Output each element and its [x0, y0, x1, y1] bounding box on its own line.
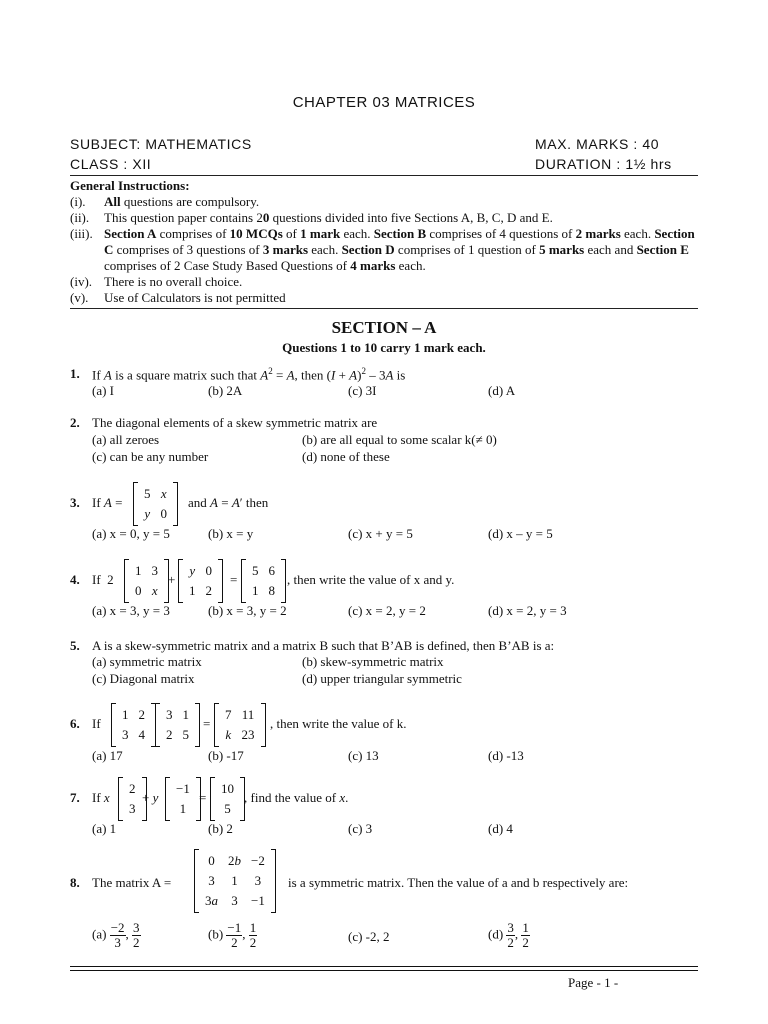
- option-a: (a) x = 3, y = 3: [92, 603, 170, 618]
- matrix-3x3: 0 2b −2 3 1 3 3a 3 −1: [194, 849, 276, 913]
- option-a: (a) all zeroes: [92, 432, 160, 447]
- duration-label: DURATION : 1½ hrs: [535, 156, 672, 172]
- instruction-number: (v).: [70, 290, 89, 305]
- question-text: The diagonal elements of a skew symmetric matrix are: [92, 415, 378, 430]
- question-text: A is a skew-symmetric matrix and a matrix B such that B’AB is defined, then B’AB is a:: [92, 638, 555, 653]
- instruction-text: Section A comprises of 10 MCQs of 1 mark each. Section B comprises of 4 questions of 2 marks each. Section C comprises of 3 questions of 3 marks each. Section D comprises of 1 question of 5 marks each and Section E comprises of 2 Case Study Based Questions of 4 marks each.: [104, 226, 695, 273]
- matrix-2: y 0 1 2: [178, 559, 223, 603]
- question-prefix: If 2: [92, 572, 114, 587]
- option-b: (b) skew-symmetric matrix: [302, 654, 444, 669]
- question-suffix: , then write the value of k.: [270, 716, 407, 731]
- question-number: 1.: [70, 366, 80, 381]
- instructions-heading: General Instructions:: [70, 178, 190, 193]
- option-d: (d) $\frac{3}{2}$ , $\frac{1}{2}$: [488, 920, 529, 950]
- question-prefix: If x: [92, 790, 110, 805]
- question-number: 6.: [70, 716, 80, 731]
- option-d: (d) x – y = 5: [488, 526, 553, 541]
- subject-label: SUBJECT: MATHEMATICS: [70, 136, 252, 152]
- section-title: SECTION – A: [331, 318, 437, 337]
- question-prefix: If A =: [92, 495, 123, 510]
- option-d: (d) -13: [488, 748, 524, 763]
- instruction-number: (ii).: [70, 210, 90, 225]
- page-number: Page - 1 -: [568, 975, 619, 990]
- option-c: (c) 3I: [348, 383, 377, 398]
- matrix-3: 7 11 k 23: [214, 703, 266, 747]
- option-c: (c) 3: [348, 821, 373, 836]
- instruction-number: (iii).: [70, 226, 93, 241]
- question-suffix: , find the value of x.: [244, 790, 349, 805]
- option-a: (a) 17: [92, 748, 123, 763]
- option-a: (a) symmetric matrix: [92, 654, 202, 669]
- option-d: (d) A: [488, 383, 516, 398]
- instructions-list: [70, 194, 700, 304]
- option-b: (b) x = y: [208, 526, 254, 541]
- question-prefix: The matrix A =: [92, 875, 172, 890]
- option-d: (d) none of these: [302, 449, 390, 464]
- option-a: (a) I: [92, 383, 115, 398]
- matrix-1: 1 3 0 x: [124, 559, 169, 603]
- instruction-text: There is no overall choice.: [104, 274, 243, 289]
- instruction-text: This question paper contains 20 questions divided into five Sections A, B, C, D and E.: [104, 210, 553, 225]
- instructions-divider: [70, 308, 698, 309]
- question-text: If A is a square matrix such that $A^2 = A$, then $(I + A)^2 - 3A$ is: [92, 366, 406, 383]
- option-c: (c) can be any number: [92, 449, 209, 464]
- option-d: (d) 4: [488, 821, 513, 836]
- matrix-1: 2 3: [118, 777, 147, 821]
- option-a: (a) $\frac{-2}{3}$ , $\frac{3}{2}$: [92, 920, 140, 950]
- option-c: (c) x + y = 5: [348, 526, 413, 541]
- equals-sign: =: [230, 572, 238, 587]
- section-subtitle: Questions 1 to 10 carry 1 mark each.: [282, 340, 486, 355]
- page-title: CHAPTER 03 MATRICES: [292, 94, 476, 111]
- plus-y: + y: [142, 790, 159, 805]
- header-divider: [70, 175, 698, 176]
- option-c: (c) x = 2, y = 2: [348, 603, 426, 618]
- matrix-1: 1 2 3 4: [111, 703, 156, 747]
- instruction-number: (iv).: [70, 274, 93, 289]
- matrix-a: 5 x y 0: [133, 482, 178, 526]
- question-suffix: and A = A′ then: [188, 495, 269, 510]
- plus-sign: +: [168, 572, 176, 587]
- option-d: (d) x = 2, y = 3: [488, 603, 567, 618]
- option-c: (c) -2, 2: [348, 929, 390, 944]
- option-d: (d) upper triangular symmetric: [302, 671, 462, 686]
- matrix-3: 10 5: [210, 777, 245, 821]
- question-number: 4.: [70, 572, 80, 587]
- matrix-2: −1 1: [165, 777, 201, 821]
- question-number: 5.: [70, 638, 80, 653]
- option-c: (c) 13: [348, 748, 379, 763]
- question-suffix: is a symmetric matrix. Then the value of a and b respectively are:: [288, 875, 629, 890]
- question-number: 8.: [70, 875, 80, 890]
- footer-divider: [70, 966, 698, 971]
- question-number: 7.: [70, 790, 80, 805]
- option-b: (b) 2: [208, 821, 233, 836]
- matrix-3: 5 6 1 8: [241, 559, 286, 603]
- option-b: (b) -17: [208, 748, 244, 763]
- option-a: (a) 1: [92, 821, 117, 836]
- instruction-number: (i).: [70, 194, 86, 209]
- equals-sign: =: [199, 790, 207, 805]
- option-c: (c) Diagonal matrix: [92, 671, 195, 686]
- question-number: 2.: [70, 415, 80, 430]
- max-marks-label: MAX. MARKS : 40: [535, 136, 660, 152]
- matrix-2: 3 1 2 5: [155, 703, 200, 747]
- option-b: (b) x = 3, y = 2: [208, 603, 287, 618]
- option-b: (b) are all equal to some scalar k(≠ 0): [302, 432, 497, 447]
- instruction-text: All questions are compulsory.: [104, 194, 260, 209]
- option-b: (b) $\frac{-1}{2}$ , $\frac{1}{2}$: [208, 920, 257, 950]
- instruction-text: Use of Calculators is not permitted: [104, 290, 286, 305]
- question-suffix: , then write the value of x and y.: [287, 572, 455, 587]
- option-b: (b) 2A: [208, 383, 243, 398]
- equals-sign: =: [203, 716, 211, 731]
- question-prefix: If: [92, 716, 101, 731]
- class-label: CLASS : XII: [70, 156, 152, 172]
- option-a: (a) x = 0, y = 5: [92, 526, 170, 541]
- question-number: 3.: [70, 495, 80, 510]
